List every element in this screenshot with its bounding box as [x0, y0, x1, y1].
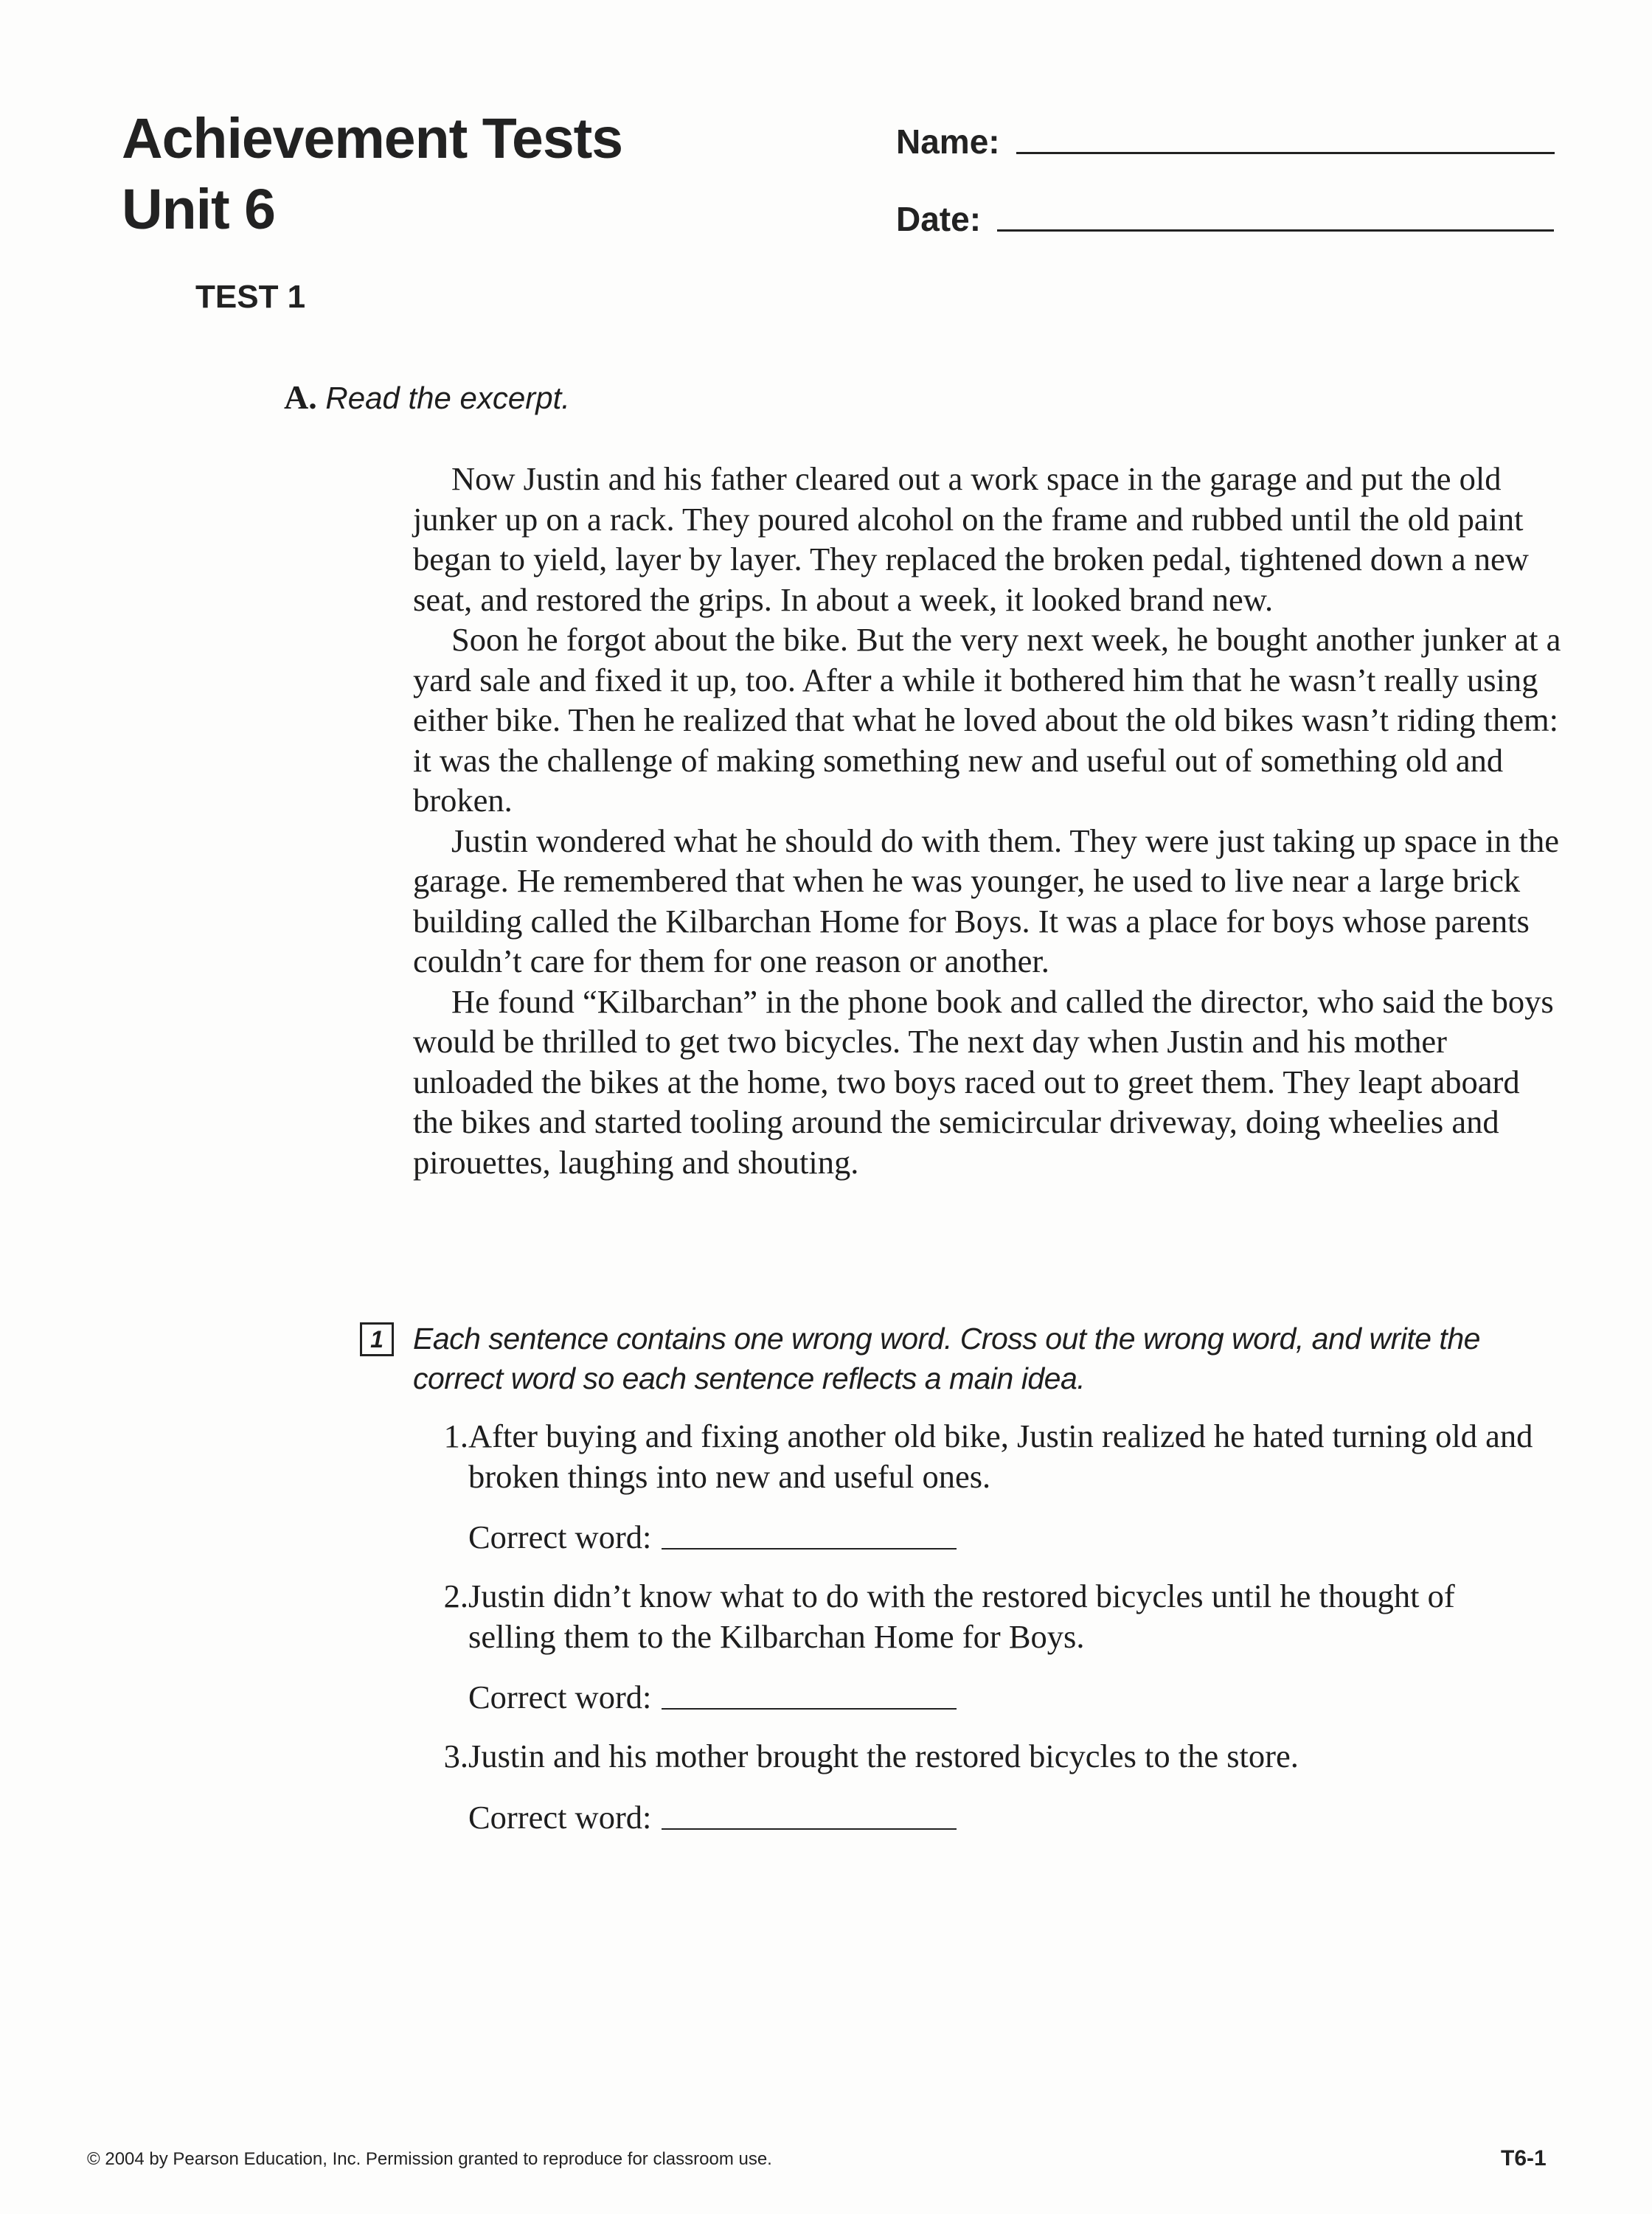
title-line-2: Unit 6 — [122, 178, 275, 241]
item-text: Justin and his mother brought the restored bicycles to the store. — [468, 1738, 1299, 1774]
correct-word-label: Correct word: — [468, 1519, 652, 1555]
question-item — [428, 1416, 1549, 1495]
item-number: 1. — [443, 1417, 468, 1454]
correct-word-field[interactable] — [468, 1678, 957, 1716]
name-label: Name: — [896, 122, 1000, 161]
question-instruction: Each sentence contains one wrong word. Cross out the wrong word, and write the correct word so each sentence reflects a main idea. — [413, 1322, 1480, 1395]
question-number-box: 1 — [360, 1322, 394, 1356]
correct-word-label: Correct word: — [468, 1679, 652, 1715]
copyright-footer: © 2004 by Pearson Education, Inc. Permission granted to reproduce for classroom use. — [87, 2149, 772, 2169]
item-text: After buying and fixing another old bike, Justin realized he hated turning old and broken things into new and useful ones. — [468, 1417, 1533, 1495]
correct-word-blank[interactable] — [662, 1708, 957, 1710]
excerpt-paragraph: He found “Kilbarchan” in the phone book and called the director, who said the boys would be thrilled to get two bicycles. The next day when Justin and his mother unloaded the bikes at the home, two boys raced out to greet them. They leapt aboard the bikes and started tooling around the semicircular driveway, doing wheelies and pirouettes, laughing and shouting. — [413, 982, 1554, 1181]
date-field[interactable] — [896, 199, 1554, 239]
correct-word-blank[interactable] — [662, 1548, 957, 1550]
excerpt-paragraph: Justin wondered what he should do with them. They were just taking up space in the garage. He remembered that when he was younger, he used to live near a large brick building called the Kilbarchan Home for Boys. It was a place for boys whose parents couldn’t care for them for one reason or another. — [413, 822, 1560, 979]
excerpt-paragraph: Soon he forgot about the bike. But the very next week, he bought another junker at a yard sale and fixed it up, too. After a while it bothered him that he wasn’t really using either bike. Then he realized that what he loved about the old bikes wasn’t riding them: it was the challenge of making something new and useful out of something old and broken. — [413, 621, 1561, 819]
excerpt-paragraph: Now Justin and his father cleared out a work space in the garage and put the old junker up on a rack. They poured alcohol on the frame and rubbed until the old paint began to yield, layer by layer. They replaced the broken pedal, tightened down a new seat, and restored the grips. In about a week, it looked brand new. — [413, 460, 1529, 618]
item-text: Justin didn’t know what to do with the restored bicycles until he thought of selling them to the Kilbarchan Home for Boys. — [468, 1578, 1455, 1655]
page-number: T6-1 — [1501, 2146, 1547, 2170]
test-label: TEST 1 — [195, 279, 306, 315]
excerpt — [413, 459, 1564, 1182]
section-instruction: Read the excerpt. — [325, 381, 570, 415]
title-line-1: Achievement Tests — [122, 107, 623, 170]
correct-word-field[interactable] — [468, 1518, 957, 1556]
question-item — [428, 1576, 1549, 1655]
question-item — [428, 1736, 1549, 1777]
section-a-heading — [284, 378, 570, 417]
item-number: 3. — [443, 1738, 468, 1774]
correct-word-blank[interactable] — [662, 1828, 957, 1830]
date-label: Date: — [896, 200, 982, 238]
section-letter: A. — [284, 378, 317, 416]
page-title — [122, 103, 622, 245]
date-blank[interactable] — [997, 229, 1554, 232]
name-field[interactable] — [896, 122, 1555, 162]
item-number: 2. — [443, 1578, 468, 1614]
correct-word-label: Correct word: — [468, 1799, 652, 1836]
name-blank[interactable] — [1016, 152, 1555, 154]
correct-word-field[interactable] — [468, 1798, 957, 1836]
